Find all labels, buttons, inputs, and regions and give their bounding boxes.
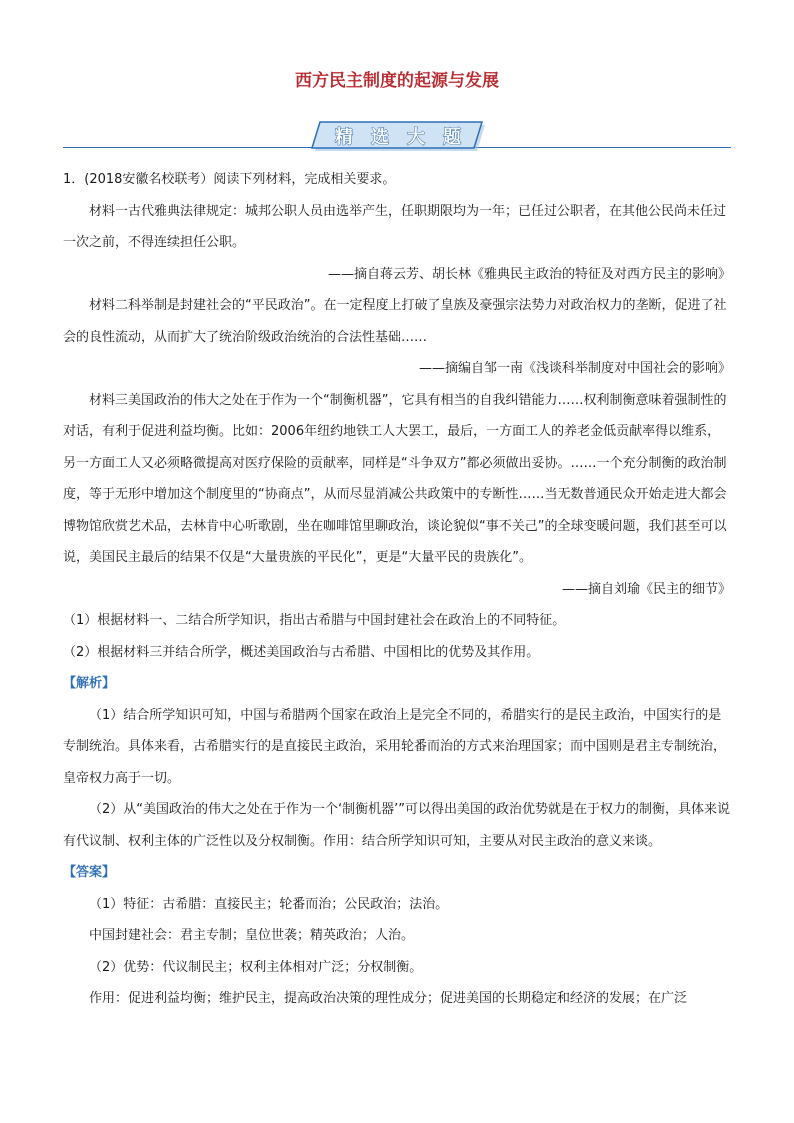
answer-1-greece: （1）特征：古希腊：直接民主；轮番而治；公民政治；法治。: [89, 896, 449, 912]
sub-question-1: （1）根据材料一、二结合所学知识，指出古希腊与中国封建社会在政治上的不同特征。: [63, 613, 566, 628]
question-content: [63, 164, 731, 1015]
analysis-label: 【解析】: [63, 676, 116, 691]
section-banner: [63, 118, 731, 154]
banner-char-2: 选: [371, 127, 389, 148]
material-3-source: ——摘自刘瑜《民主的细节》: [561, 581, 731, 597]
question-stem: 1．(2018安徽名校联考）阅读下列材料，完成相关要求。: [63, 172, 396, 187]
material-3: 材料三美国政治的伟大之处在于作为一个“制衡机器”，它具有相当的自我纠错能力……权利制衡意味着强制性的对话，有利于促进利益均衡。比如：2006年纽约地铁工人大罢工，最后，一方面工人的养老金低贡献率得以维系，另一方面工人又必须略微提高对医疗保险的贡献率，同样是“斗争双方”都必须做出妥协。……一个充分制衡的政治制度，等于无形中增加这个制度里的“协商点”，从而尽显消减公共政策中的专断性……当无数普通民众开始走进大都会博物馆欣赏艺术品，去林肯中心听歌剧，坐在咖啡馆里聊政治，谈论貌似“事不关己”的全球变暖问题，我们甚至可以说，美国民主最后的结果不仅是“大量贵族的平民化”，更是“大量平民的贵族化”。: [63, 392, 727, 565]
material-1-source: ——摘自蒋云芳、胡长林《雅典民主政治的特征及对西方民主的影响》: [327, 266, 731, 282]
answer-label: 【答案】: [63, 865, 116, 880]
analysis-paragraph-2: （2）从“美国政治的伟大之处在于作为一个‘制衡机器’”可以得出美国的政治优势就是在于权力的制衡，具体来说有代议制、权利主体的广泛性以及分权制衡。作用：结合所学知识可知，主要从对民主政治的意义来谈。: [63, 802, 731, 849]
answer-2-effects: 作用：促进利益均衡；维护民主，提高政治决策的理性成分；促进美国的长期稳定和经济的发展；在广泛: [89, 991, 688, 1006]
banner-char-3: 大: [407, 127, 425, 148]
banner-char-4: 题: [443, 127, 461, 148]
banner-badge: [308, 118, 486, 154]
material-1: 材料一古代雅典法律规定：城邦公职人员由选举产生，任职期限均为一年；已任过公职者，在其他公民尚未任过一次之前，不得连续担任公职。: [63, 203, 727, 250]
answer-2-advantages: （2）优势：代议制民主；权利主体相对广泛；分权制衡。: [89, 959, 423, 975]
sub-question-2: （2）根据材料三并结合所学，概述美国政治与古希腊、中国相比的优势及其作用。: [63, 644, 540, 660]
page-title: 西方民主制度的起源与发展: [295, 71, 499, 91]
material-2-source: ——摘编自邹一南《浅谈科举制度对中国社会的影响》: [418, 361, 731, 376]
answer-1-china: 中国封建社会：君主专制；皇位世袭；精英政治；人治。: [89, 928, 415, 943]
banner-char-1: 精: [335, 127, 353, 148]
analysis-paragraph-1: （1）结合所学知识可知，中国与希腊两个国家在政治上是完全不同的，希腊实行的是民主政治，中国实行的是专制统治。具体来看，古希腊实行的是直接民主政治，采用轮番而治的方式来治理国家；而中国则是君主专制统治，皇帝权力高于一切。: [63, 707, 727, 786]
material-2: 材料二科举制是封建社会的“平民政治”。在一定程度上打破了皇族及豪强宗法势力对政治权力的垄断，促进了社会的良性流动，从而扩大了统治阶级政治统治的合法性基础……: [63, 298, 727, 345]
